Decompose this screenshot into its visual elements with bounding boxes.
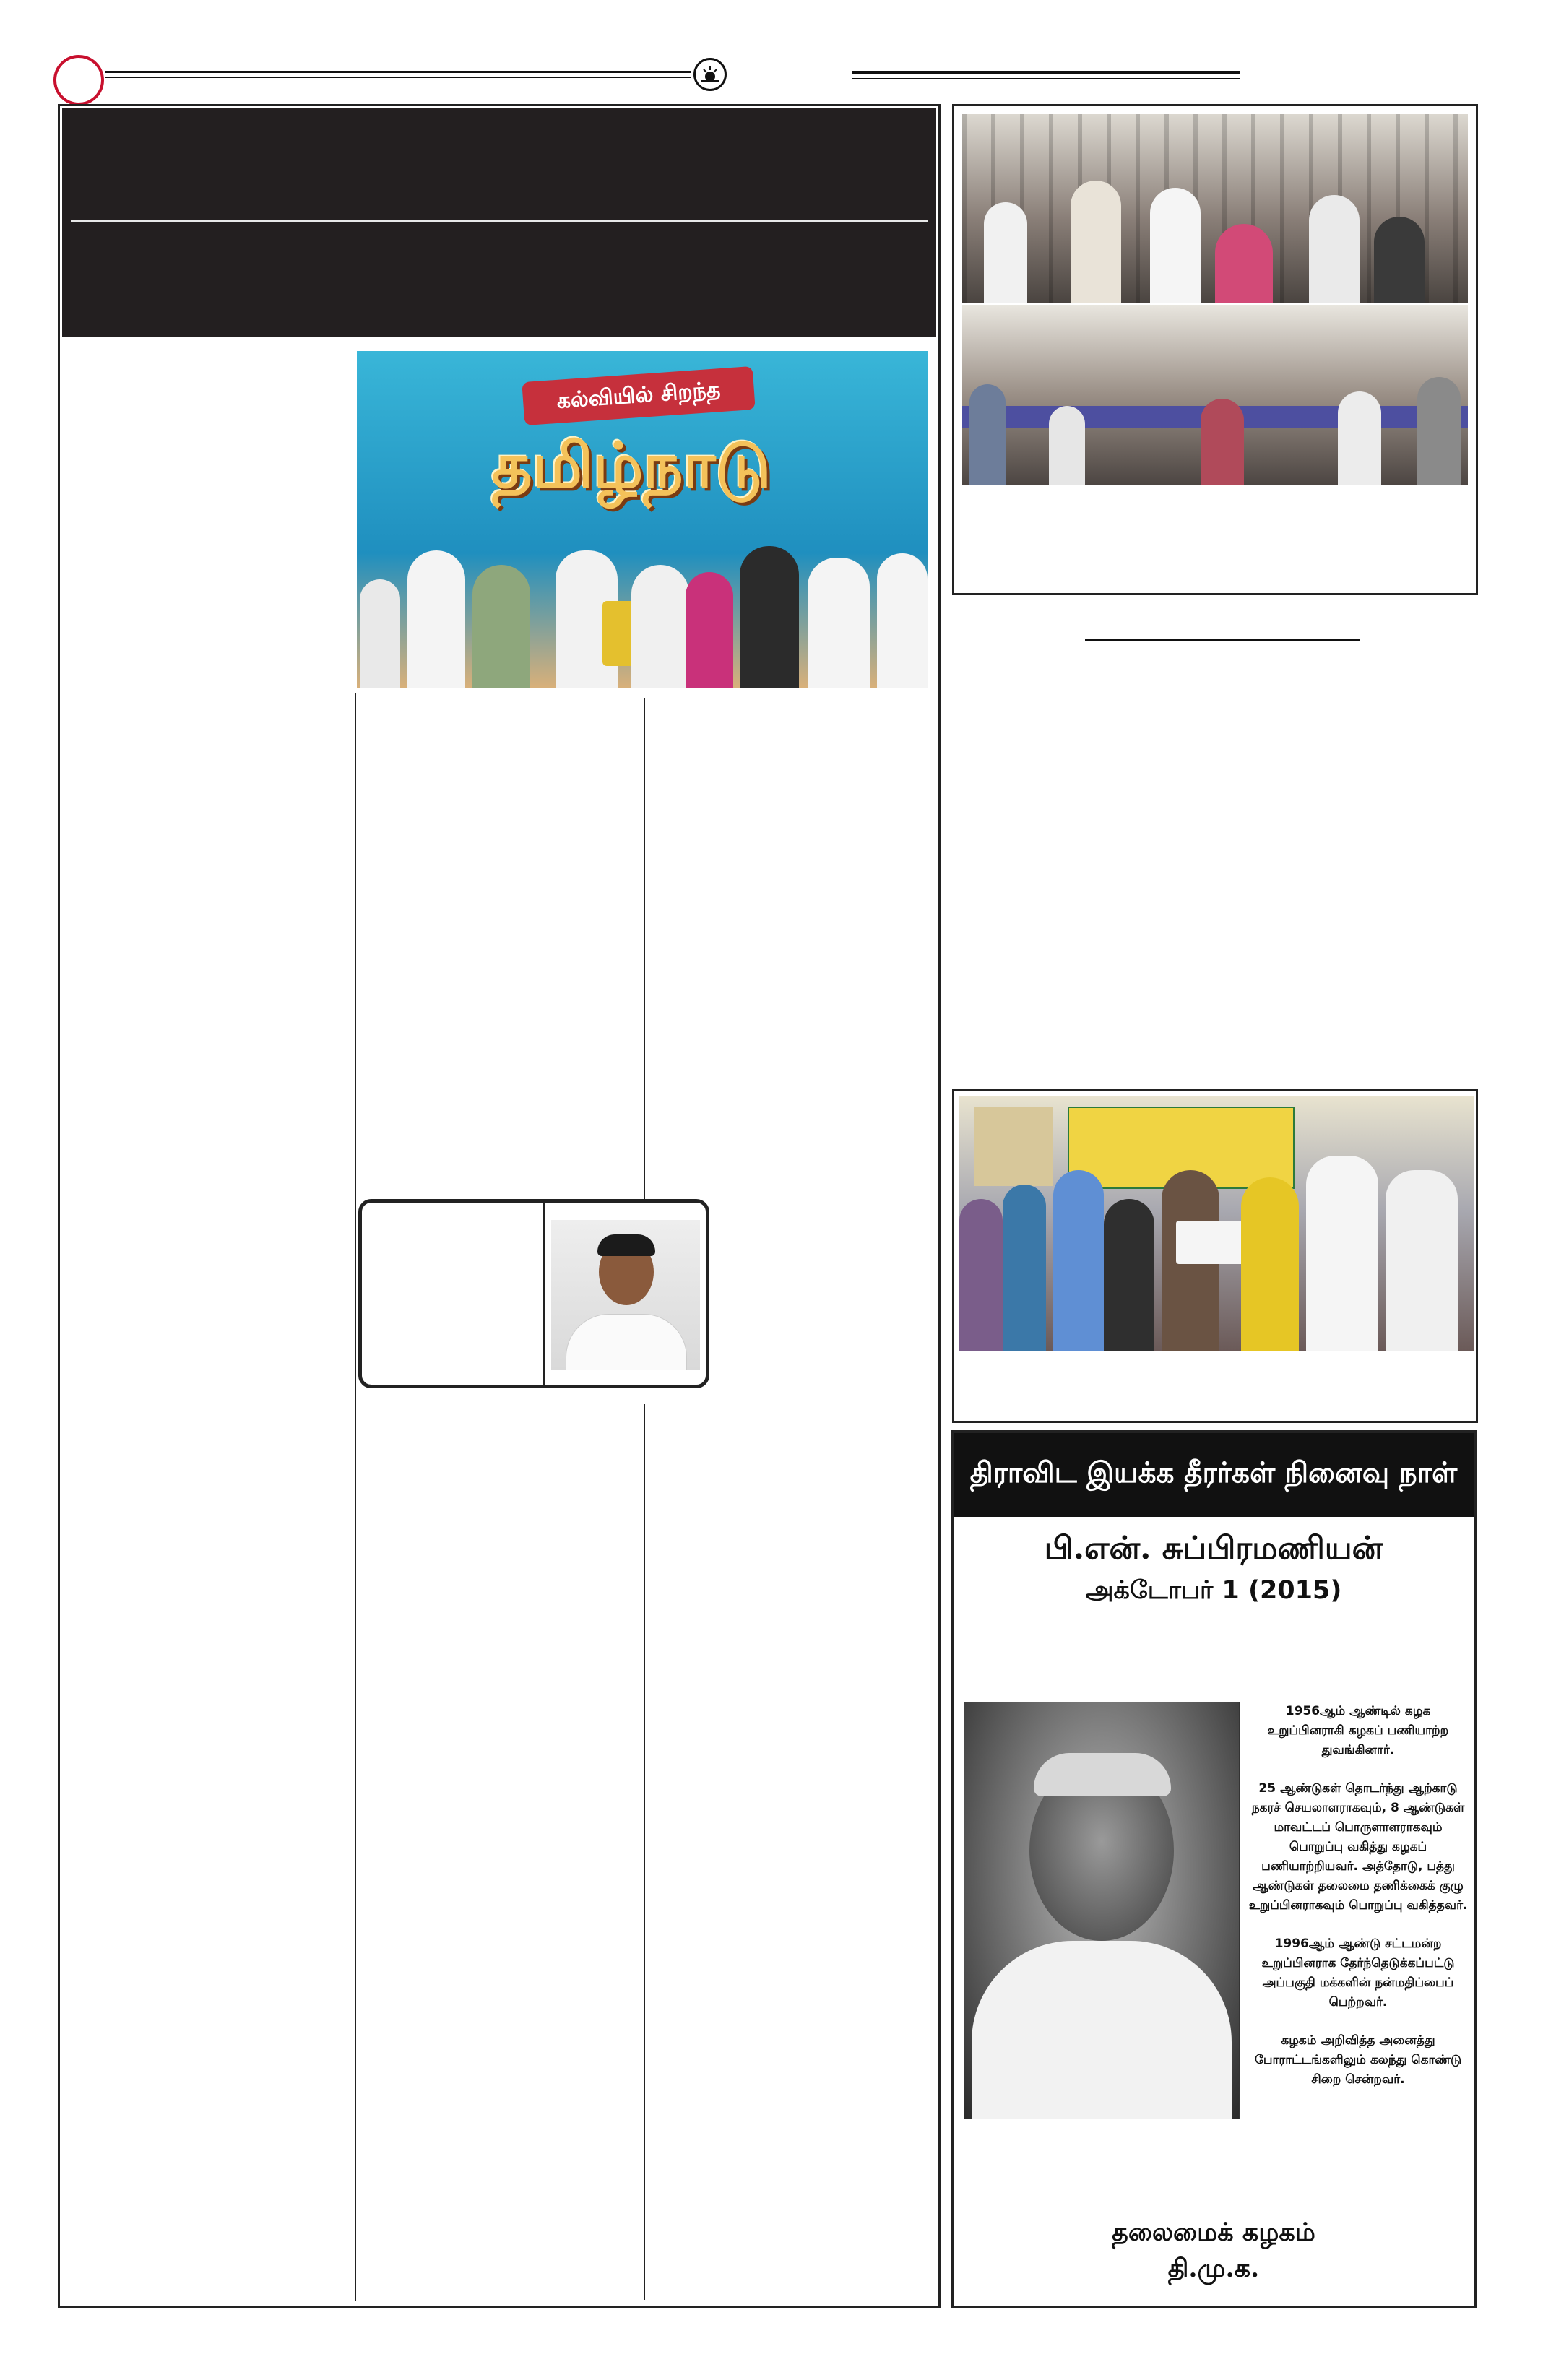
memorial-header-bar — [954, 1433, 1474, 1517]
memorial-date: அக்டோபர் 1 (2015) — [1085, 1576, 1342, 1605]
party-logo-icon — [693, 58, 727, 91]
attendee — [1150, 188, 1201, 303]
attendee — [1104, 1199, 1154, 1351]
banner-tagline — [522, 366, 755, 425]
headline-banner — [62, 108, 936, 337]
dignitary — [407, 550, 465, 688]
dignitary — [360, 579, 400, 688]
column-rule — [644, 698, 645, 1200]
author-hair — [597, 1234, 655, 1256]
official — [1306, 1156, 1378, 1351]
attendee — [1201, 399, 1244, 485]
column-rule — [644, 1404, 645, 2300]
inset-divider — [543, 1203, 545, 1385]
masthead-rule-left — [105, 71, 691, 73]
memorial-bio-paragraph: 1996ஆம் ஆண்டு சட்டமன்ற உறுப்பினராக தேர்ந்தெடுக்கப்பட்டு அப்பகுதி மக்களின் நன்மதிப்பைப் பெற்றவர். — [1261, 1937, 1455, 2009]
official — [1386, 1170, 1458, 1351]
memorial-footer-party: தி.மு.க. — [1167, 2254, 1260, 2283]
column-rule — [355, 693, 356, 2301]
memorial-portrait — [964, 1702, 1240, 2119]
dignitary — [740, 546, 799, 688]
welfare-event-photo — [959, 1096, 1474, 1351]
attendee — [1338, 391, 1381, 485]
memorial-footer-org: தலைமைக் கழகம் — [1112, 2217, 1315, 2247]
camp-crowd-photo-bottom — [962, 305, 1468, 485]
dignitary — [877, 553, 928, 688]
memorial-header-text: திராவிட இயக்க தீரர்கள் நினைவு நாள் — [969, 1457, 1458, 1489]
attendee — [1053, 1170, 1104, 1351]
attendee — [1309, 195, 1360, 303]
event-banner-photo — [974, 1107, 1053, 1186]
masthead-rule-right-thin — [852, 78, 1240, 79]
masthead-rule-left-thin — [105, 77, 691, 78]
attendee — [1049, 406, 1085, 485]
author-inset-box — [358, 1199, 709, 1388]
author-portrait — [551, 1220, 700, 1370]
sun-icon — [699, 64, 721, 85]
attendee — [984, 202, 1027, 303]
memorial-bio-paragraph: 1956ஆம் ஆண்டில் கழக உறுப்பினராகி கழகப் பணியாற்ற துவங்கினார். — [1267, 1704, 1449, 1757]
banner-tagline-text: கல்வியில் சிறந்த — [556, 377, 722, 414]
camp-crowd-photo-top — [962, 114, 1468, 303]
attendee — [1071, 181, 1121, 303]
attendee — [959, 1199, 1003, 1351]
banner-title — [458, 419, 805, 520]
memorial-shirt — [972, 1941, 1232, 2119]
section-rule — [1085, 639, 1360, 641]
student — [686, 572, 733, 688]
stage-event-photo — [357, 351, 928, 688]
memorial-bio — [1245, 1702, 1471, 2090]
masthead-rule-right — [852, 71, 1240, 74]
dignitary — [472, 565, 530, 688]
certificate — [1176, 1221, 1248, 1264]
dignitary — [631, 565, 689, 688]
attendee — [1003, 1185, 1046, 1351]
memorial-hair — [1034, 1753, 1171, 1796]
dignitary — [808, 558, 870, 688]
attendee — [969, 384, 1006, 485]
banner-title-text: தமிழ்நாடு — [491, 429, 772, 502]
author-shirt — [566, 1314, 687, 1370]
attendee — [1374, 217, 1425, 303]
memorial-bio-paragraph: 25 ஆண்டுகள் தொடர்ந்து ஆற்காடு நகரச் செயலாளராகவும், 8 ஆண்டுகள் மாவட்டப் பொருளாளராகவும் பொறுப்பு வகித்து கழகப் பணியாற்றியவர். அத்தோடு, பத்து ஆண்டுகள் தலைமை தணிக்கைக் குழு உறுப்பினராகவும் பொறுப்பு வகித்தவர். — [1248, 1781, 1468, 1913]
headline-divider — [71, 220, 928, 222]
official — [1241, 1177, 1299, 1351]
memorial-bio-paragraph: கழகம் அறிவித்த அனைத்து போராட்டங்களிலும் கலந்து கொண்டு சிறை சென்றவர். — [1254, 2033, 1462, 2087]
memorial-name: பி.என். சுப்பிரமணியன் — [1044, 1530, 1383, 1567]
attendee — [1215, 224, 1273, 303]
page-number-circle — [53, 55, 104, 105]
attendee — [1417, 377, 1461, 485]
